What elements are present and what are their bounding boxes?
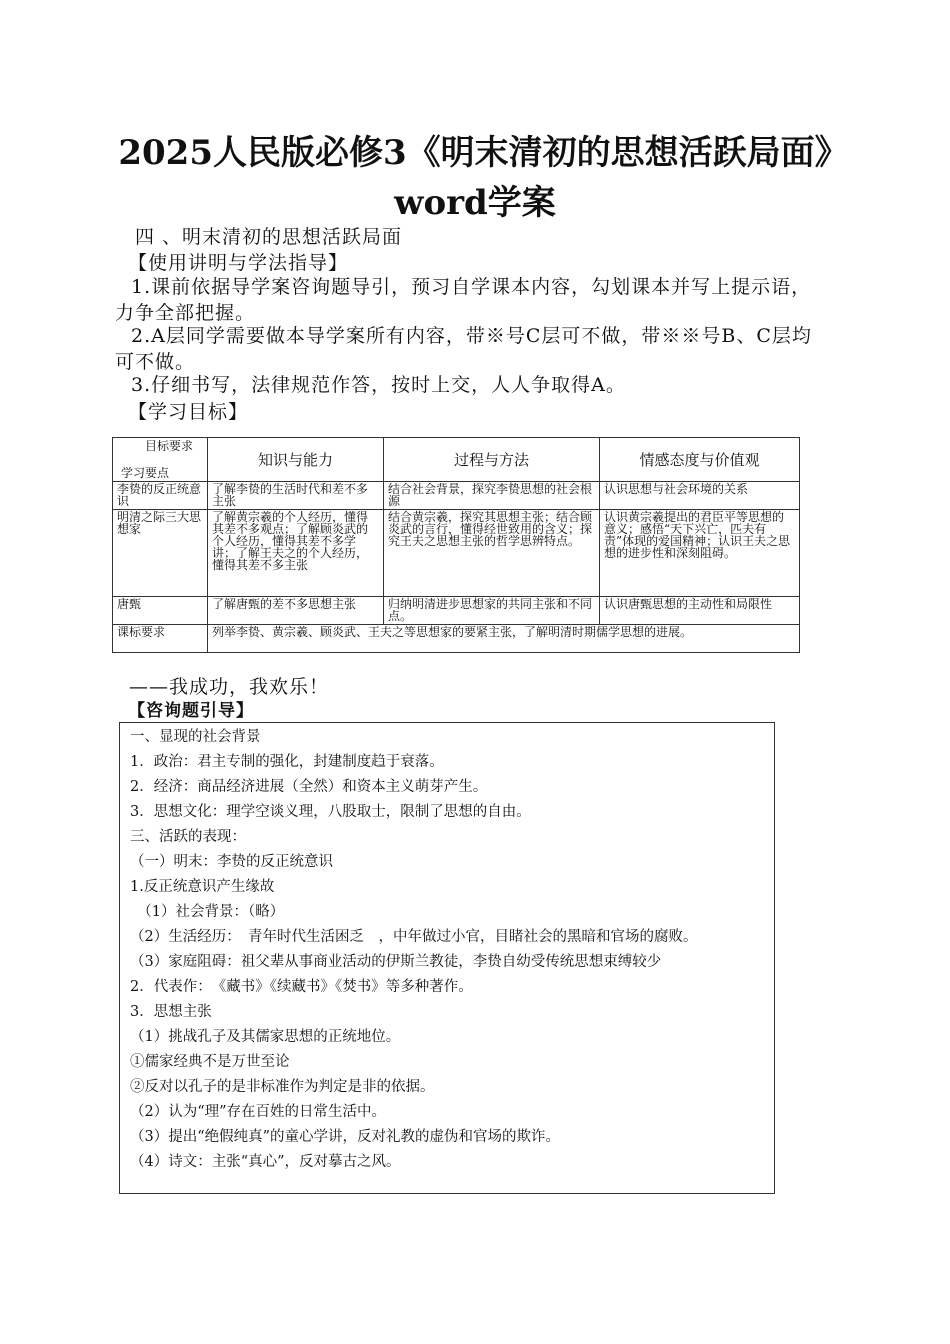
motto: ——我成功，我欢乐！ [129,676,330,698]
instruction-2: 2.A层同学需要做本导学案所有内容，带※号C层可不做，带※※号B、C层均可不做。 [115,325,812,373]
corner-top-label: 目标要求 [145,439,194,453]
usage-heading: 【使用讲明与学法指导】 [128,252,349,274]
instruction-3: 3.仔细书写，法律规范作答，按时上交，人人争取得A。 [131,374,626,396]
guide-line: （3）提出“绝假纯真”的童心学讲，反对礼教的虚伪和官场的欺诈。 [130,1129,561,1145]
row-process: 归纳明清进步思想家的共同主张和不同点。 [384,597,600,625]
row-knowledge: 了解李贽的生活时代和差不多主张 [208,482,384,510]
row-knowledge: 了解唐甄的差不多思想主张 [208,597,384,625]
learning-goals-table [112,437,800,653]
guide-line: （2）生活经历： 青年时代生活困乏 ，中年做过小官，目睹社会的黑暗和官场的腐败。 [130,929,698,945]
standard-label: 课标要求 [113,625,208,653]
header-attitude: 情感态度与价值观 [600,438,800,482]
guide-line: （2）认为“理”存在百姓的日常生活中。 [130,1104,387,1120]
corner-bottom-label: 学习要点 [121,466,170,480]
guide-line: 2．经济：商品经济进展（全然）和资本主义萌芽产生。 [130,779,488,795]
row-topic: 李贽的反正统意识 [113,482,208,510]
guide-line: （1）挑战孔子及其儒家思想的正统地位。 [130,1029,401,1045]
table-corner-cell [113,438,208,482]
row-topic: 明清之际三大思想家 [113,510,208,597]
guide-line: 1．政治：君主专制的强化，封建制度趋于衰落。 [130,754,444,770]
standard-text: 列举李贽、黄宗羲、顾炎武、王夫之等思想家的要紧主张，了解明清时期儒学思想的进展。 [208,625,800,653]
row-attitude: 认识思想与社会环境的关系 [600,482,800,510]
row-attitude: 认识唐甄思想的主动性和局限性 [600,597,800,625]
guide-line: （3）家庭阻碍：祖父辈从事商业活动的伊斯兰教徒，李贽自幼受传统思想束缚较少 [130,954,662,970]
guide-heading: 【咨询题引导】 [128,701,254,721]
row-process: 结合社会背景，探究李贽思想的社会根源 [384,482,600,510]
guide-line: ②反对以孔子的是非标准作为判定是非的依据。 [130,1079,435,1095]
guide-line: 一、显现的社会背景 [130,729,261,745]
guide-line: （1）社会背景：（略） [130,904,285,920]
row-process: 结合黄宗羲，探究其思想主张；结合顾炎武的言行，懂得经世致用的含义；探究王夫之思想主张的哲学思辨特点。 [384,510,600,597]
guide-line: （一）明末：李贽的反正统意识 [130,854,333,870]
guide-line: 2．代表作： 《藏书》《续藏书》《焚书》等多种著作。 [130,979,473,995]
row-knowledge: 了解黄宗羲的个人经历，懂得其差不多观点；了解顾炎武的个人经历，懂得其差不多学讲；了解王夫之的个人经历，懂得其差不多主张 [208,510,384,597]
table-header-row [113,438,800,482]
section-heading: 四 、明末清初的思想活跃局面 [135,226,403,248]
instruction-1: 1.课前依据导学案咨询题导引，预习自学课本内容，勾划课本并写上提示语，力争全部把握。 [115,276,812,324]
guide-line: 三、活跃的表现： [130,829,246,845]
guide-line: （4）诗文：主张“真心”，反对摹古之风。 [130,1154,401,1170]
row-topic: 唐甄 [113,597,208,625]
header-knowledge: 知识与能力 [208,438,384,482]
table-row [113,510,800,597]
table-row [113,482,800,510]
guide-line: ①儒家经典不是万世至论 [130,1054,290,1070]
guide-line: 3．思想文化：理学空谈义理，八股取士，限制了思想的自由。 [130,804,531,820]
header-process: 过程与方法 [384,438,600,482]
goals-heading: 【学习目标】 [128,401,249,423]
guide-line: 1.反正统意识产生缘故 [130,879,275,895]
guide-box [119,722,775,1194]
guide-line: 3．思想主张 [130,1004,212,1020]
document-title: 2025人民版必修3《明末清初的思想活跃局面》word学案 [118,133,832,223]
table-row [113,597,800,625]
row-attitude: 认识黄宗羲提出的君臣平等思想的意义；感悟“天下兴亡，匹夫有责”体现的爱国精神；认识王夫之思想的进步性和深刻阻碍。 [600,510,800,597]
table-row [113,625,800,653]
